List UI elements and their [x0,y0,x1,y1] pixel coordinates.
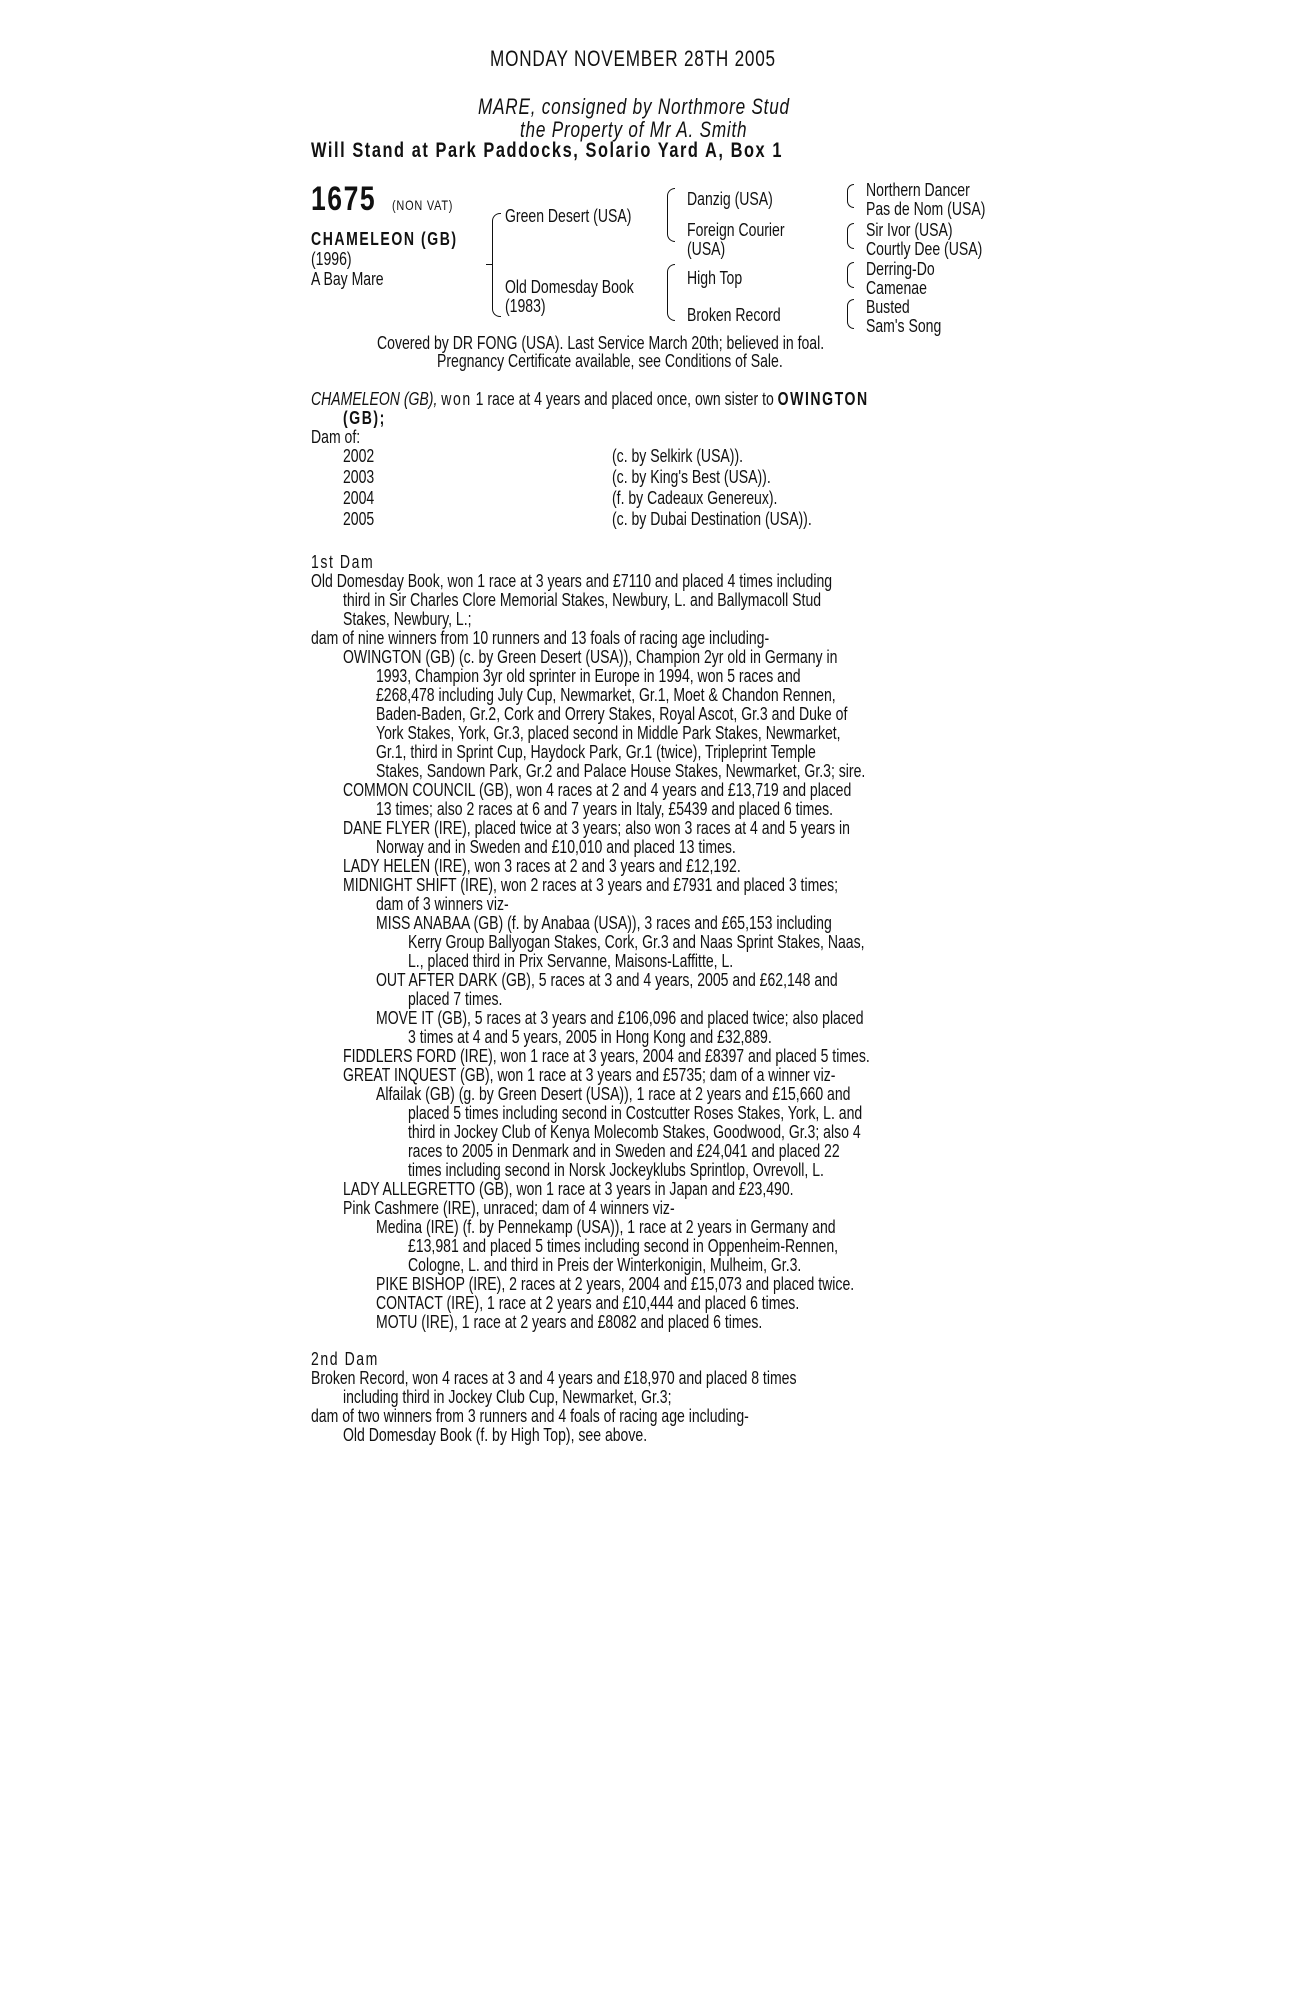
first-dam-line: Alfailak (GB) (g. by Green Desert (USA)), 1 race at 2 years and £15,660 and [376,1084,851,1104]
first-dam-line: third in Jockey Club of Kenya Molecomb Stakes, Goodwood, Gr.3; also 4 [408,1122,861,1142]
stand-location: Will Stand at Park Paddocks, Solario Yard A, Box 1 [311,139,784,162]
first-dam-line: times including second in Norsk Jockeyklubs Sprintlop, Ovrevoll, L. [408,1160,824,1180]
produce-desc: (c. by King's Best (USA)). [612,467,771,487]
produce-year: 2004 [343,488,375,508]
produce-desc: (c. by Selkirk (USA)). [612,446,744,466]
produce-year: 2003 [343,467,375,487]
first-dam-line: 3 times at 4 and 5 years, 2005 in Hong Kong and £32,889. [408,1027,772,1047]
horse-name: CHAMELEON (GB) [311,229,458,249]
pedigree-brace-main [492,213,501,317]
first-dam-line: LADY ALLEGRETTO (GB), won 1 race at 3 years in Japan and £23,490. [343,1179,794,1199]
first-dam-line: L., placed third in Prix Servanne, Maisons-Laffitte, L. [408,951,734,971]
vat-status: (NON VAT) [392,197,454,213]
lot-number: 1675 [311,180,377,218]
consignment-line-1: MARE, consigned by Northmore Stud [478,94,790,119]
pedigree-sire-sire: Danzig (USA) [687,189,773,209]
record-sister-country: (GB); [343,408,386,428]
second-dam-line: dam of two winners from 3 runners and 4 foals of racing age including- [311,1406,749,1426]
first-dam-line: Stakes, Sandown Park, Gr.2 and Palace House Stakes, Newmarket, Gr.3; sire. [376,761,866,781]
covered-line-1: Covered by DR FONG (USA). Last Service March 20th; believed in foal. [377,333,825,353]
first-dam-line: 13 times; also 2 races at 6 and 7 years in Italy, £5439 and placed 6 times. [376,799,834,819]
pedigree-sds: Sir Ivor (USA) [866,220,953,240]
pedigree-dam-year: (1983) [505,296,546,316]
first-dam-line: Kerry Group Ballyogan Stakes, Cork, Gr.3 and Naas Sprint Stakes, Naas, [408,932,865,952]
first-dam-line: MISS ANABAA (GB) (f. by Anabaa (USA)), 3 races and £65,153 including [376,913,832,933]
first-dam-line: FIDDLERS FORD (IRE), won 1 race at 3 years, 2004 and £8397 and placed 5 times. [343,1046,870,1066]
first-dam-line: Medina (IRE) (f. by Pennekamp (USA)), 1 race at 2 years in Germany and [376,1217,836,1237]
second-dam-line: Old Domesday Book (f. by High Top), see above. [343,1425,648,1445]
first-dam-line: races to 2005 in Denmark and in Sweden and £24,041 and placed 22 [408,1141,840,1161]
horse-description: A Bay Mare [311,269,384,289]
first-dam-line: GREAT INQUEST (GB), won 1 race at 3 years and £5735; dam of a winner viz- [343,1065,836,1085]
first-dam-line: MOVE IT (GB), 5 races at 3 years and £106,096 and placed twice; also placed [376,1008,864,1028]
pedigree-brace-sire [667,188,675,242]
pedigree-brace-main-tick [486,264,492,265]
produce-desc: (f. by Cadeaux Genereux). [612,488,778,508]
pedigree-brace-sd [847,223,854,249]
first-dam-line: dam of nine winners from 10 runners and 13 foals of racing age including- [311,628,770,648]
produce-desc: (c. by Dubai Destination (USA)). [612,509,812,529]
pedigree-sire: Green Desert (USA) [505,206,632,226]
pedigree-dam-sire: High Top [687,268,743,288]
record-text: 1 race at 4 years and placed once, own sister to [471,389,778,409]
pedigree-dds: Busted [866,297,910,317]
first-dam-line: £268,478 including July Cup, Newmarket, Gr.1, Moet & Chandon Rennen, [376,685,836,705]
first-dam-line: CONTACT (IRE), 1 race at 2 years and £10,444 and placed 6 times. [376,1293,800,1313]
first-dam-line: Baden-Baden, Gr.2, Cork and Orrery Stakes, Royal Ascot, Gr.3 and Duke of [376,704,848,724]
pedigree-sss: Northern Dancer [866,180,970,200]
second-dam-line: including third in Jockey Club Cup, Newmarket, Gr.3; [343,1387,672,1407]
first-dam-line: PIKE BISHOP (IRE), 2 races at 2 years, 2004 and £15,073 and placed twice. [376,1274,855,1294]
pedigree-sire-dam-country: (USA) [687,239,726,259]
first-dam-line: placed 5 times including second in Costcutter Roses Stakes, York, L. and [408,1103,863,1123]
pedigree-dam: Old Domesday Book [505,277,634,297]
race-record-line-1 [311,390,869,409]
first-dam-line: Stakes, Newbury, L.; [343,609,472,629]
first-dam-line: OWINGTON (GB) (c. by Green Desert (USA)), Champion 2yr old in Germany in [343,647,838,667]
first-dam-line: Pink Cashmere (IRE), unraced; dam of 4 winners viz- [343,1198,675,1218]
first-dam-line: £13,981 and placed 5 times including second in Oppenheim-Rennen, [408,1236,839,1256]
pedigree-ddd: Sam's Song [866,316,942,336]
consignment-line-2: the Property of Mr A. Smith [520,117,748,142]
record-sister: OWINGTON [777,389,869,409]
sale-date: MONDAY NOVEMBER 28TH 2005 [490,46,776,71]
first-dam-line: Norway and in Sweden and £10,010 and placed 13 times. [376,837,736,857]
first-dam-line: Cologne, L. and third in Preis der Winterkonigin, Mulheim, Gr.3. [408,1255,802,1275]
first-dam-line: COMMON COUNCIL (GB), won 4 races at 2 and 4 years and £13,719 and placed [343,780,852,800]
pedigree-dsd: Camenae [866,278,927,298]
pedigree-brace-dam [667,264,675,321]
pedigree-sire-dam: Foreign Courier [687,220,785,240]
first-dam-line: York Stakes, York, Gr.3, placed second in Middle Park Stakes, Newmarket, [376,723,841,743]
dam-of-label: Dam of: [311,427,361,447]
pedigree-brace-ss [847,184,854,208]
second-dam-line: Broken Record, won 4 races at 3 and 4 years and £18,970 and placed 8 times [311,1368,797,1388]
first-dam-line: Old Domesday Book, won 1 race at 3 years and £7110 and placed 4 times including [311,571,833,591]
first-dam-line: DANE FLYER (IRE), placed twice at 3 years; also won 3 races at 4 and 5 years in [343,818,850,838]
pedigree-ssd: Pas de Nom (USA) [866,199,986,219]
first-dam-line: Gr.1, third in Sprint Cup, Haydock Park, Gr.1 (twice), Tripleprint Temple [376,742,816,762]
first-dam-line: OUT AFTER DARK (GB), 5 races at 3 and 4 years, 2005 and £62,148 and [376,970,838,990]
pedigree-sdd: Courtly Dee (USA) [866,239,983,259]
pedigree-dam-dam: Broken Record [687,305,781,325]
first-dam-line: LADY HELEN (IRE), won 3 races at 2 and 3 years and £12,192. [343,856,741,876]
first-dam-line: third in Sir Charles Clore Memorial Stakes, Newbury, L. and Ballymacoll Stud [343,590,822,610]
pedigree-brace-dd [847,299,854,329]
pedigree-brace-ds [847,262,854,288]
produce-year: 2005 [343,509,375,529]
first-dam-heading: 1st Dam [311,552,375,572]
first-dam-line: MOTU (IRE), 1 race at 2 years and £8082 and placed 6 times. [376,1312,763,1332]
record-horse-name: CHAMELEON (GB), [311,389,438,409]
first-dam-line: 1993, Champion 3yr old sprinter in Europe in 1994, won 5 races and [376,666,801,686]
record-won: won [441,389,472,409]
first-dam-line: dam of 3 winners viz- [376,894,509,914]
first-dam-line: placed 7 times. [408,989,503,1009]
second-dam-heading: 2nd Dam [311,1349,379,1369]
horse-year: (1996) [311,249,352,269]
produce-year: 2002 [343,446,375,466]
first-dam-line: MIDNIGHT SHIFT (IRE), won 2 races at 3 years and £7931 and placed 3 times; [343,875,838,895]
covered-line-2: Pregnancy Certificate available, see Conditions of Sale. [437,351,783,371]
pedigree-dss: Derring-Do [866,259,935,279]
